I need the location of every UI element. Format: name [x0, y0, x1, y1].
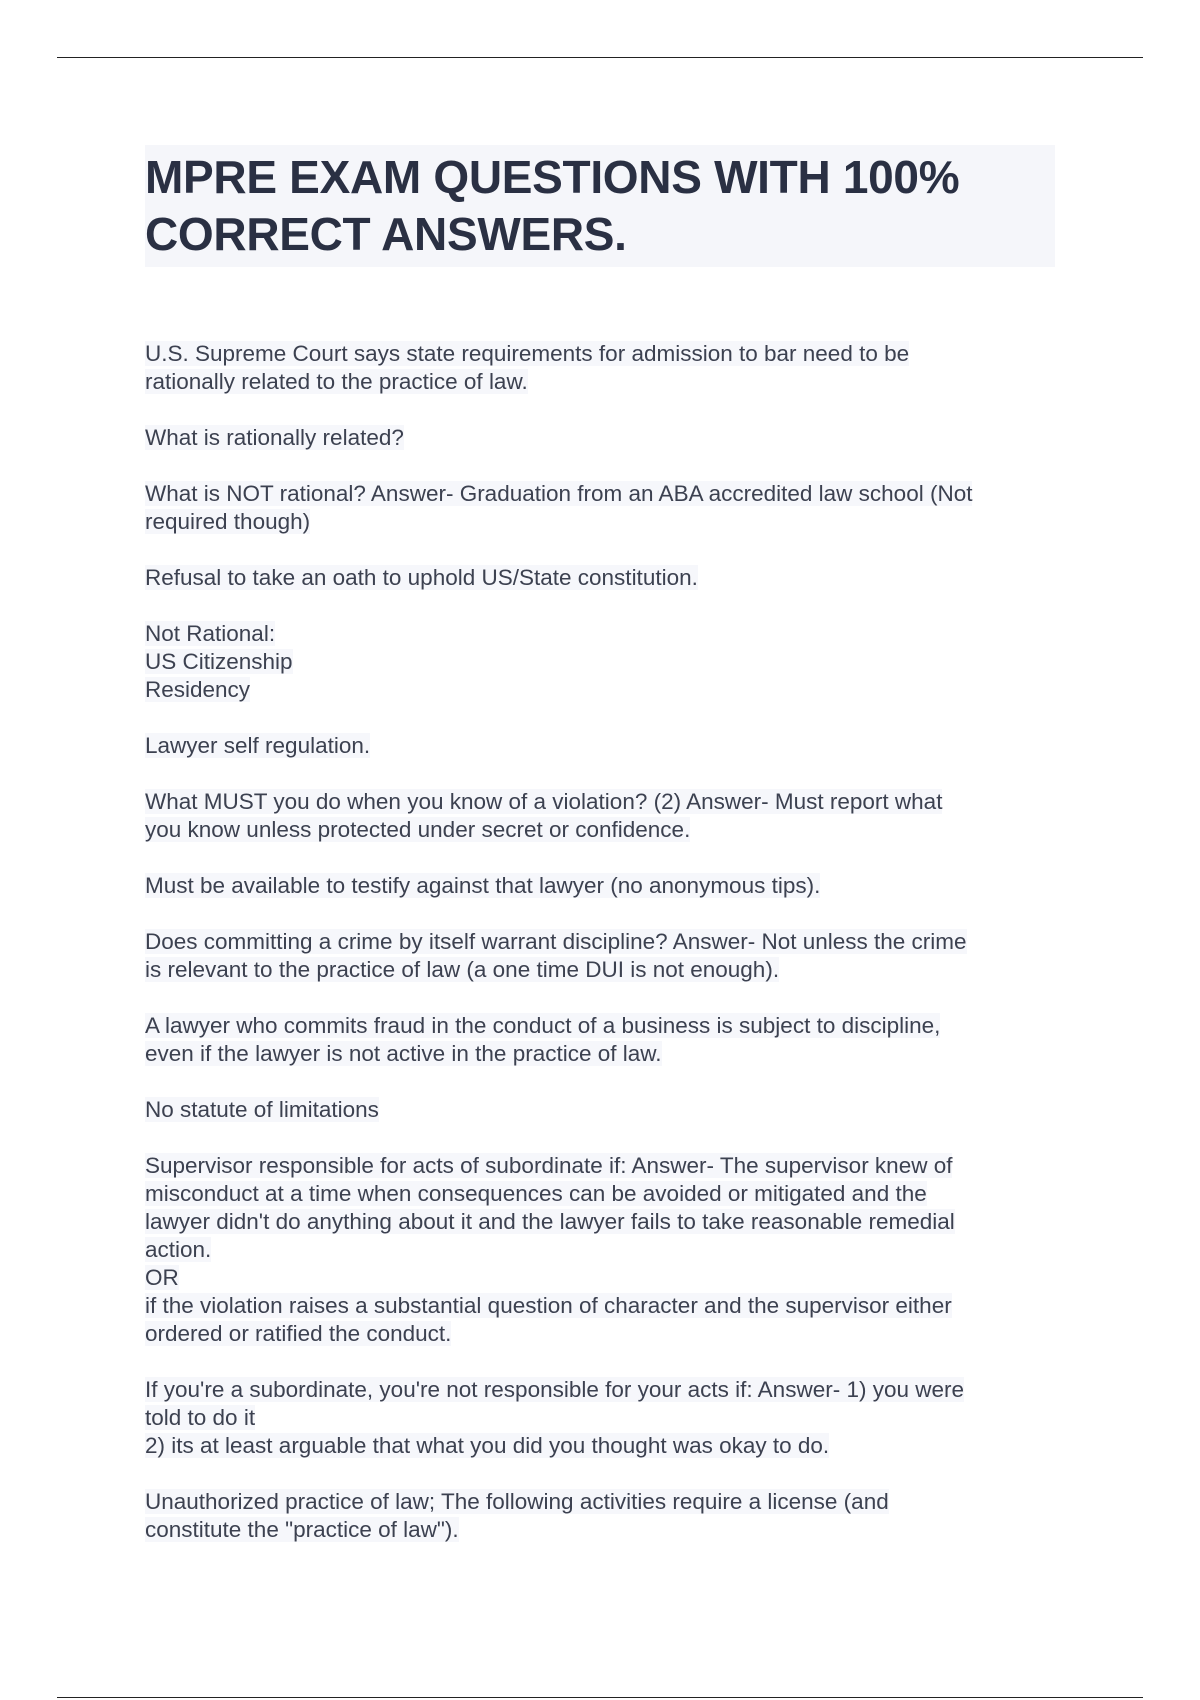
text-line-content: misconduct at a time when consequences can be avoided or mitigated and the: [145, 1181, 927, 1206]
text-line: [145, 788, 1070, 816]
paragraph: [145, 1152, 1070, 1348]
text-line-content: rationally related to the practice of law.: [145, 369, 528, 394]
paragraph: [145, 788, 1070, 844]
text-line: [145, 368, 1070, 396]
top-rule: [57, 57, 1143, 58]
text-line: [145, 1208, 1070, 1236]
paragraph: [145, 872, 1070, 900]
text-line: [145, 480, 1070, 508]
text-line: [145, 648, 1070, 676]
text-line-content: Must be available to testify against that lawyer (no anonymous tips).: [145, 873, 821, 898]
title-line-2: CORRECT ANSWERS.: [145, 208, 627, 260]
text-line-content: What is NOT rational? Answer- Graduation from an ABA accredited law school (Not: [145, 481, 973, 506]
text-line: [145, 1292, 1070, 1320]
text-line: [145, 816, 1070, 844]
text-line: [145, 620, 1070, 648]
text-line-content: told to do it: [145, 1405, 256, 1430]
text-line: [145, 564, 1070, 592]
text-line-content: Supervisor responsible for acts of subordinate if: Answer- The supervisor knew of: [145, 1153, 953, 1178]
paragraph: [145, 564, 1070, 592]
paragraph: [145, 480, 1070, 536]
text-line: [145, 1488, 1070, 1516]
text-line-content: US Citizenship: [145, 649, 293, 674]
text-line-content: Residency: [145, 677, 251, 702]
text-line-content: even if the lawyer is not active in the practice of law.: [145, 1041, 662, 1066]
paragraph: [145, 1376, 1070, 1460]
text-line: [145, 424, 1070, 452]
text-line: [145, 1432, 1070, 1460]
text-line-content: What MUST you do when you know of a violation? (2) Answer- Must report what: [145, 789, 943, 814]
text-line: [145, 1012, 1070, 1040]
text-line: [145, 872, 1070, 900]
text-line: [145, 1236, 1070, 1264]
text-line-content: constitute the "practice of law").: [145, 1517, 459, 1542]
text-line: [145, 1404, 1070, 1432]
text-line: [145, 340, 1070, 368]
text-line: [145, 1320, 1070, 1348]
document-body: [145, 340, 1070, 1572]
text-line: [145, 1180, 1070, 1208]
text-line: [145, 956, 1070, 984]
text-line: [145, 1264, 1070, 1292]
text-line-content: A lawyer who commits fraud in the conduct of a business is subject to discipline,: [145, 1013, 941, 1038]
text-line-content: Refusal to take an oath to uphold US/State constitution.: [145, 565, 698, 590]
text-line-content: action.: [145, 1237, 212, 1262]
paragraph: [145, 1096, 1070, 1124]
text-line-content: What is rationally related?: [145, 425, 404, 450]
paragraph: [145, 1488, 1070, 1544]
text-line-content: Unauthorized practice of law; The following activities require a license (and: [145, 1489, 889, 1514]
text-line-content: U.S. Supreme Court says state requirements for admission to bar need to be: [145, 341, 910, 366]
text-line-content: If you're a subordinate, you're not responsible for your acts if: Answer- 1) you were: [145, 1377, 964, 1402]
text-line-content: ordered or ratified the conduct.: [145, 1321, 452, 1346]
text-line-content: Not Rational:: [145, 621, 276, 646]
text-line-content: Does committing a crime by itself warrant discipline? Answer- Not unless the crime: [145, 929, 967, 954]
document-title: [145, 149, 1055, 263]
text-line: [145, 732, 1070, 760]
text-line-content: Lawyer self regulation.: [145, 733, 371, 758]
paragraph: [145, 1012, 1070, 1068]
paragraph: [145, 424, 1070, 452]
text-line: [145, 1152, 1070, 1180]
text-line: [145, 676, 1070, 704]
title-block: [145, 145, 1055, 267]
text-line-content: is relevant to the practice of law (a one time DUI is not enough).: [145, 957, 780, 982]
paragraph: [145, 928, 1070, 984]
text-line: [145, 928, 1070, 956]
title-line-1: MPRE EXAM QUESTIONS WITH 100%: [145, 151, 960, 203]
text-line: [145, 1040, 1070, 1068]
text-line-content: required though): [145, 509, 311, 534]
text-line-content: lawyer didn't do anything about it and the lawyer fails to take reasonable remedial: [145, 1209, 955, 1234]
text-line-content: 2) its at least arguable that what you did you thought was okay to do.: [145, 1433, 830, 1458]
bottom-rule: [57, 1697, 1143, 1698]
text-line-content: you know unless protected under secret or confidence.: [145, 817, 691, 842]
text-line: [145, 1096, 1070, 1124]
text-line-content: OR: [145, 1265, 179, 1290]
paragraph: [145, 620, 1070, 704]
text-line-content: if the violation raises a substantial question of character and the supervisor either: [145, 1293, 952, 1318]
text-line-content: No statute of limitations: [145, 1097, 379, 1122]
text-line: [145, 1516, 1070, 1544]
text-line: [145, 1376, 1070, 1404]
text-line: [145, 508, 1070, 536]
paragraph: [145, 732, 1070, 760]
paragraph: [145, 340, 1070, 396]
